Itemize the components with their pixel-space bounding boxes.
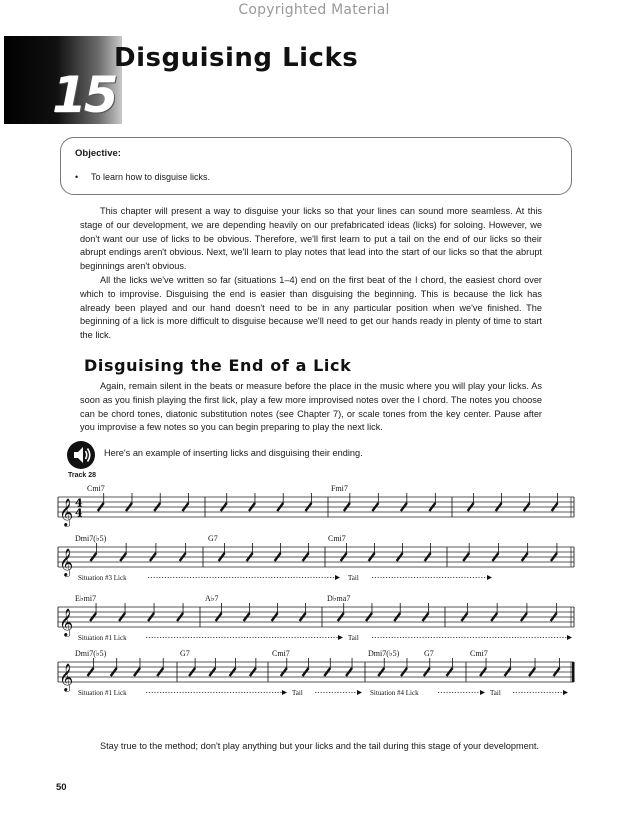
objective-label: Objective: xyxy=(75,148,121,159)
treble-clef-icon: 𝄞 xyxy=(59,548,74,576)
section-annotation: Tail xyxy=(348,634,359,642)
arrow-head-icon xyxy=(487,575,492,580)
chord-symbol: D♭ma7 xyxy=(327,594,351,603)
arrow-head-icon xyxy=(282,690,287,695)
arrow-head-icon xyxy=(563,690,568,695)
treble-clef-icon: 𝄞 xyxy=(59,663,74,691)
section-annotation: Situation #4 Lick xyxy=(370,689,419,697)
chord-symbol: G7 xyxy=(424,649,434,658)
time-signature-top: 4 xyxy=(75,496,83,510)
time-signature-bottom: 4 xyxy=(75,506,83,520)
track-label: Track 28 xyxy=(68,472,97,479)
treble-clef-icon: 𝄞 xyxy=(59,608,74,636)
treble-clef-icon: 𝄞 xyxy=(59,498,74,526)
final-barline xyxy=(572,662,575,682)
section-annotation: Situation #3 Lick xyxy=(78,574,127,582)
chord-symbol: Cmi7 xyxy=(328,534,346,543)
intro-paragraph-2: All the licks we've written so far (situations 1–4) end on the first beat of the I chord, the easiest chord over which to improvise. Disguising the end is easier than disguising the beginning. This is because the lick has already been played and our hand doesn't need to be in any particular position when we've finished. The beginning of a lick is more difficult to disguise because we'll need to get our hands ready in plenty of time to start the lick. xyxy=(80,275,542,341)
section-annotation: Tail xyxy=(292,689,303,697)
objective-text: To learn how to disguise licks. xyxy=(91,172,211,182)
copyright-watermark: Copyrighted Material xyxy=(238,2,390,18)
section-annotation: Tail xyxy=(348,574,359,582)
section-paragraph: Again, remain silent in the beats or measure before the place in the music where you will play your licks. As soon as you finish playing the first lick, play a few more improvised notes over the I chord. The notes you choose can be chord tones, diatonic substitution notes (see Chapter 7), or scale tones from the key center. Pause after you improvise a few notes so you can begin preparing to play the next lick. xyxy=(80,381,542,433)
chord-symbol: Cmi7 xyxy=(272,649,290,658)
example-caption: Here's an example of inserting licks and disguising their ending. xyxy=(104,448,363,458)
chord-symbol: Cmi7 xyxy=(470,649,488,658)
page-number: 50 xyxy=(56,782,67,793)
chord-symbol: Dmi7(♭5) xyxy=(75,649,107,658)
bullet-icon: • xyxy=(75,172,79,182)
arrow-head-icon xyxy=(338,635,343,640)
chord-symbol: A♭7 xyxy=(205,594,219,603)
chord-symbol: Fmi7 xyxy=(331,484,348,493)
chord-symbol: Cmi7 xyxy=(87,484,105,493)
arrow-head-icon xyxy=(357,690,362,695)
chord-symbol: Dmi7(♭5) xyxy=(75,534,107,543)
section-annotation: Situation #1 Lick xyxy=(78,634,127,642)
chapter-title: Disguising Licks xyxy=(114,43,359,73)
closing-paragraph: Stay true to the method; don't play anything but your licks and the tail during this stage of your development. xyxy=(100,741,539,751)
chord-symbol: G7 xyxy=(180,649,190,658)
section-annotation: Situation #1 Lick xyxy=(78,689,127,697)
intro-paragraph-1: This chapter will present a way to disguise your licks so that your lines can sound more seamless. At this stage of our development, we are depending heavily on our prefabricated ideas (licks) for soloing. However, we don't want our use of licks to be obvious. Therefore, we'll first learn to put a tail on the end of our licks so their abrupt endings aren't obvious. Next, we'll learn to play notes that lead into the start of our licks so that the abrupt beginnings aren't obvious. xyxy=(80,206,542,272)
chord-symbol: E♭mi7 xyxy=(75,594,97,603)
chord-symbol: G7 xyxy=(208,534,218,543)
section-annotation: Tail xyxy=(490,689,501,697)
section-heading: Disguising the End of a Lick xyxy=(84,356,352,375)
chapter-number: 15 xyxy=(52,66,116,124)
arrow-head-icon xyxy=(335,575,340,580)
arrow-head-icon xyxy=(567,635,572,640)
arrow-head-icon xyxy=(480,690,485,695)
chord-symbol: Dmi7(♭5) xyxy=(368,649,400,658)
